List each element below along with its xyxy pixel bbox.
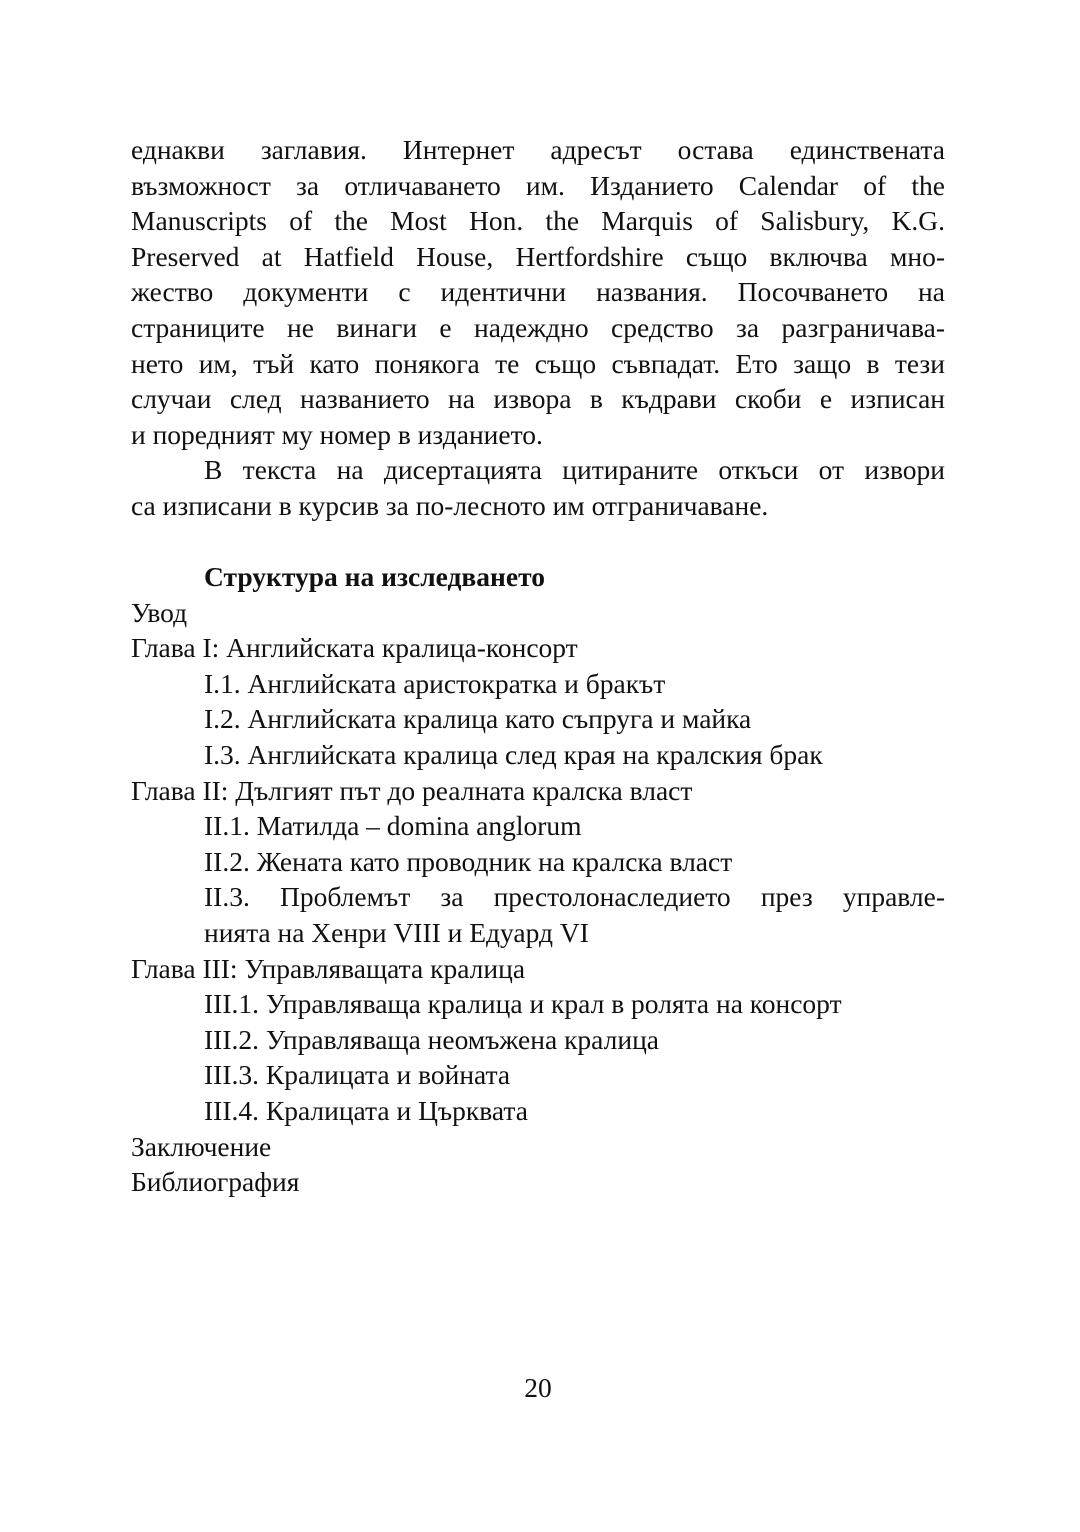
toc-item: III.4. Кралицата и Църквата [204, 1094, 528, 1126]
text-line: случаи след названието на извора в къдрави скоби е изписан [131, 383, 945, 415]
toc-item: I.3. Английската кралица след края на кралския брак [204, 738, 823, 770]
text-line: еднакви заглавия. Интернет адресът остава единствената [131, 134, 945, 165]
toc-item: I.1. Английската аристократка и бракът [204, 667, 666, 699]
toc-item: III.2. Управляваща неомъжена кралица [204, 1023, 659, 1055]
toc-item: Глава II: Дългият път до реалната кралска власт [131, 774, 693, 806]
text-line: нето им, тъй като понякога те също съвпадат. Ето защо в тези [131, 347, 945, 379]
toc-item: Заключение [131, 1130, 272, 1162]
text-line: Preserved at Hatfield House, Hertfordshire също включва мно- [131, 240, 945, 272]
text-line: са изписани в курсив за по-лесното им отграничаване. [131, 489, 769, 521]
toc-item: I.2. Английската кралица като съпруга и майка [204, 703, 752, 735]
page-number: 20 [524, 1372, 552, 1403]
section-heading: Структура на изследването [204, 561, 545, 592]
toc-item: Увод [131, 596, 188, 628]
toc-item: II.1. Матилда – domina anglorum [204, 810, 582, 842]
toc-item: II.3. Проблемът за престолонаследието през управле- [204, 881, 945, 913]
toc-item: Глава I: Английската кралица-консорт [131, 632, 578, 664]
toc-item: III.1. Управляваща кралица и крал в ролята на консорт [204, 988, 842, 1020]
text-line: жество документи с идентични названия. Посочването на [131, 276, 945, 308]
text-line: и поредният му номер в изданието. [131, 418, 543, 450]
structure-section [131, 559, 945, 1200]
toc-item: Библиография [131, 1166, 300, 1198]
toc-item: Глава III: Управляващата кралица [131, 952, 526, 984]
text-line: В текста на дисертацията цитираните откъси от извори [204, 454, 945, 486]
paragraph-1 [131, 132, 945, 524]
toc-item: III.3. Кралицата и войната [204, 1059, 511, 1091]
table-of-contents [131, 595, 945, 1200]
toc-item: нията на Хенри VIII и Едуард VI [204, 916, 589, 948]
toc-item: II.2. Жената като проводник на кралска власт [204, 845, 733, 877]
text-line: страниците не винаги е надеждно средство за разграничава- [131, 311, 945, 343]
text-line: Manuscripts of the Most Hon. the Marquis of Salisbury, K.G. [131, 205, 945, 237]
text-line: възможност за отличаването им. Изданието Calendar of the [131, 169, 945, 201]
